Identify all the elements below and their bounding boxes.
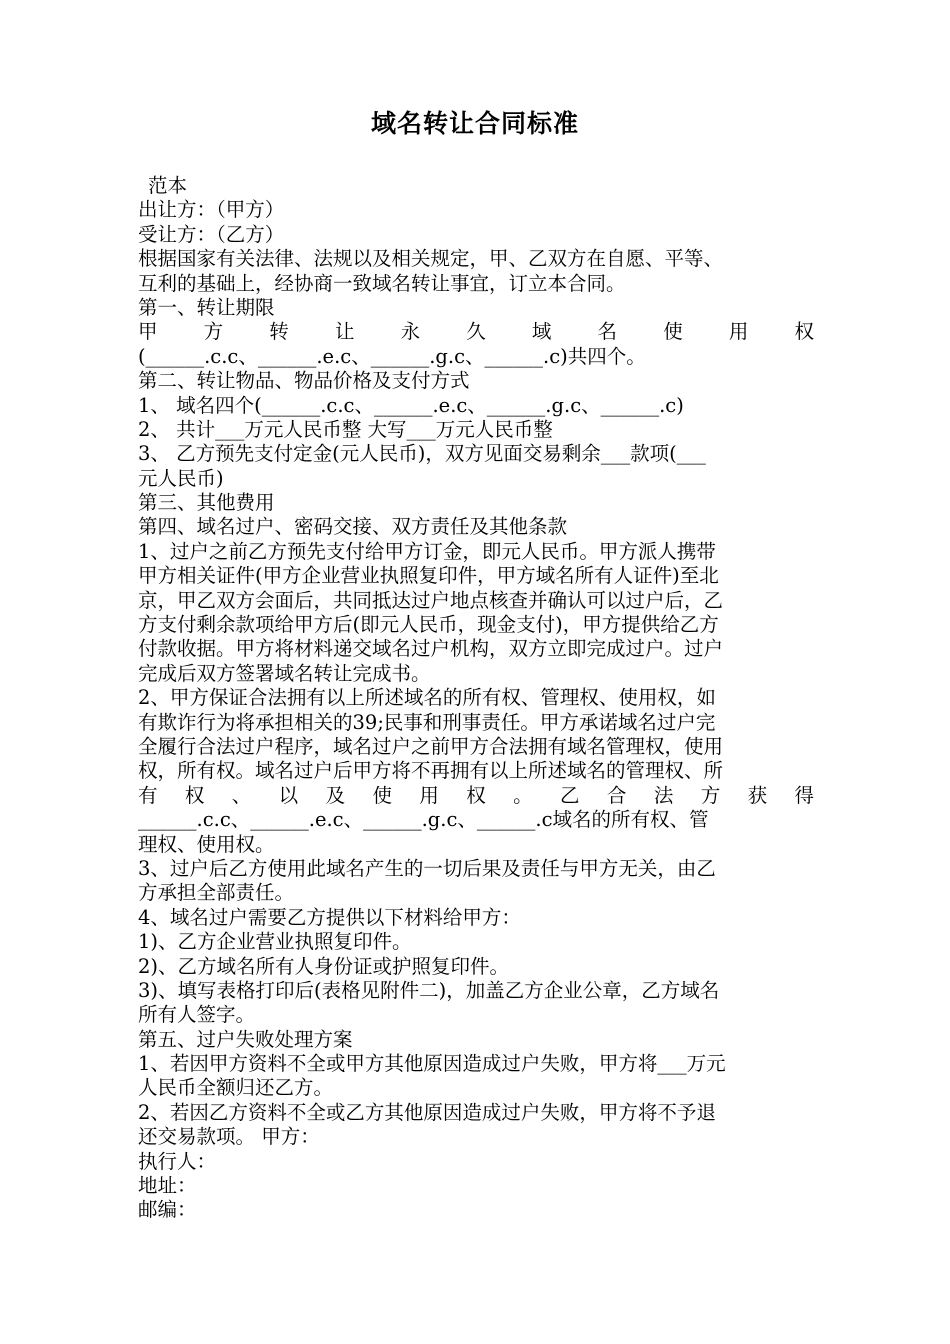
document-line: 2、甲方保证合法拥有以上所述域名的所有权、管理权、使用权，如 [138, 686, 716, 710]
document-line: ______.c.c、______.e.c、______.g.c、______.c域名的所有权、管 [138, 808, 709, 832]
document-line: 3、过户后乙方使用此域名产生的一切后果及责任与甲方无关，由乙 [138, 856, 716, 880]
document-line: 邮编： [138, 1198, 197, 1222]
document-body [138, 174, 814, 1223]
document-line: 1)、乙方企业营业执照复印件。 [138, 930, 412, 954]
document-line: 第三、其他费用 [138, 491, 275, 515]
document-line: 完成后双方签署域名转让完成书。 [138, 661, 431, 685]
document-line: 有 权 、 以 及 使 用 权 。 乙 合 法 方 获 得 [138, 783, 814, 807]
document-line: 第四、域名过户、密码交接、双方责任及其他条款 [138, 515, 568, 539]
document-line: 范本 [148, 174, 188, 197]
document-line: 地址： [138, 1174, 197, 1198]
document-line: 1、若因甲方资料不全或甲方其他原因造成过户失败，甲方将___万元 [138, 1052, 726, 1076]
document-line: 理权、使用权。 [138, 832, 275, 856]
document-line: 第一、转让期限 [138, 295, 275, 319]
document-line: 方支付剩余款项给甲方后(即元人民币，现金支付)，甲方提供给乙方 [138, 613, 719, 637]
document-line: 2、 共计___万元人民币整 大写___万元人民币整 [138, 417, 553, 441]
document-line: 甲方相关证件(甲方企业营业执照复印件，甲方域名所有人证件)至北 [138, 564, 719, 588]
document-line: 全履行合法过户程序，域名过户之前甲方合法拥有域名管理权，使用 [138, 734, 724, 758]
document-line: 出让方：（甲方） [138, 198, 285, 222]
document-line: 2、若因乙方资料不全或乙方其他原因造成过户失败，甲方将不予退 [138, 1100, 716, 1124]
document-line: 3)、填写表格打印后(表格见附件二)，加盖乙方企业公章，乙方域名 [138, 978, 720, 1002]
document-line: 付款收据。甲方将材料递交域名过户机构，双方立即完成过户。过户 [138, 637, 724, 661]
document-line: 权，所有权。域名过户后甲方将不再拥有以上所述域名的管理权、所 [138, 759, 724, 783]
document-line: 甲 方 转 让 永 久 域 名 使 用 权 [138, 320, 814, 344]
document-line: 4、域名过户需要乙方提供以下材料给甲方： [138, 905, 521, 929]
document-line: 根据国家有关法律、法规以及相关规定，甲、乙双方在自愿、平等、 [138, 247, 724, 271]
document-line: 2)、乙方域名所有人身份证或护照复印件。 [138, 954, 510, 978]
document-line: 第二、转让物品、物品价格及支付方式 [138, 369, 470, 393]
document-line: 还交易款项。 甲方： [138, 1125, 320, 1149]
document-title: 域名转让合同标准 [370, 109, 579, 138]
document-line: 所有人签字。 [138, 1003, 256, 1027]
document-line: 有欺诈行为将承担相关的39;民事和刑事责任。甲方承诺域名过户完 [138, 710, 716, 734]
document-line: 执行人： [138, 1149, 217, 1173]
document-line: 1、 域名四个(______.c.c、______.e.c、______.g.c、______.c) [138, 393, 684, 417]
document-line: 人民币全额归还乙方。 [138, 1076, 334, 1100]
document-line: 1、过户之前乙方预先支付给甲方订金，即元人民币。甲方派人携带 [138, 539, 716, 563]
document-line: 元人民币) [138, 466, 224, 490]
document-line: 方承担全部责任。 [138, 881, 295, 905]
document-line: (______.c.c、______.e.c、______.g.c、______.c)共四个。 [138, 344, 646, 368]
document-line: 3、 乙方预先支付定金(元人民币)，双方见面交易剩余___款项(___ [138, 442, 706, 466]
document-line: 受让方：（乙方） [138, 222, 285, 246]
document-line: 互利的基础上，经协商一致域名转让事宜，订立本合同。 [138, 271, 626, 295]
document-line: 第五、过户失败处理方案 [138, 1027, 353, 1051]
document-line: 京，甲乙双方会面后，共同抵达过户地点核查并确认可以过户后，乙 [138, 588, 724, 612]
